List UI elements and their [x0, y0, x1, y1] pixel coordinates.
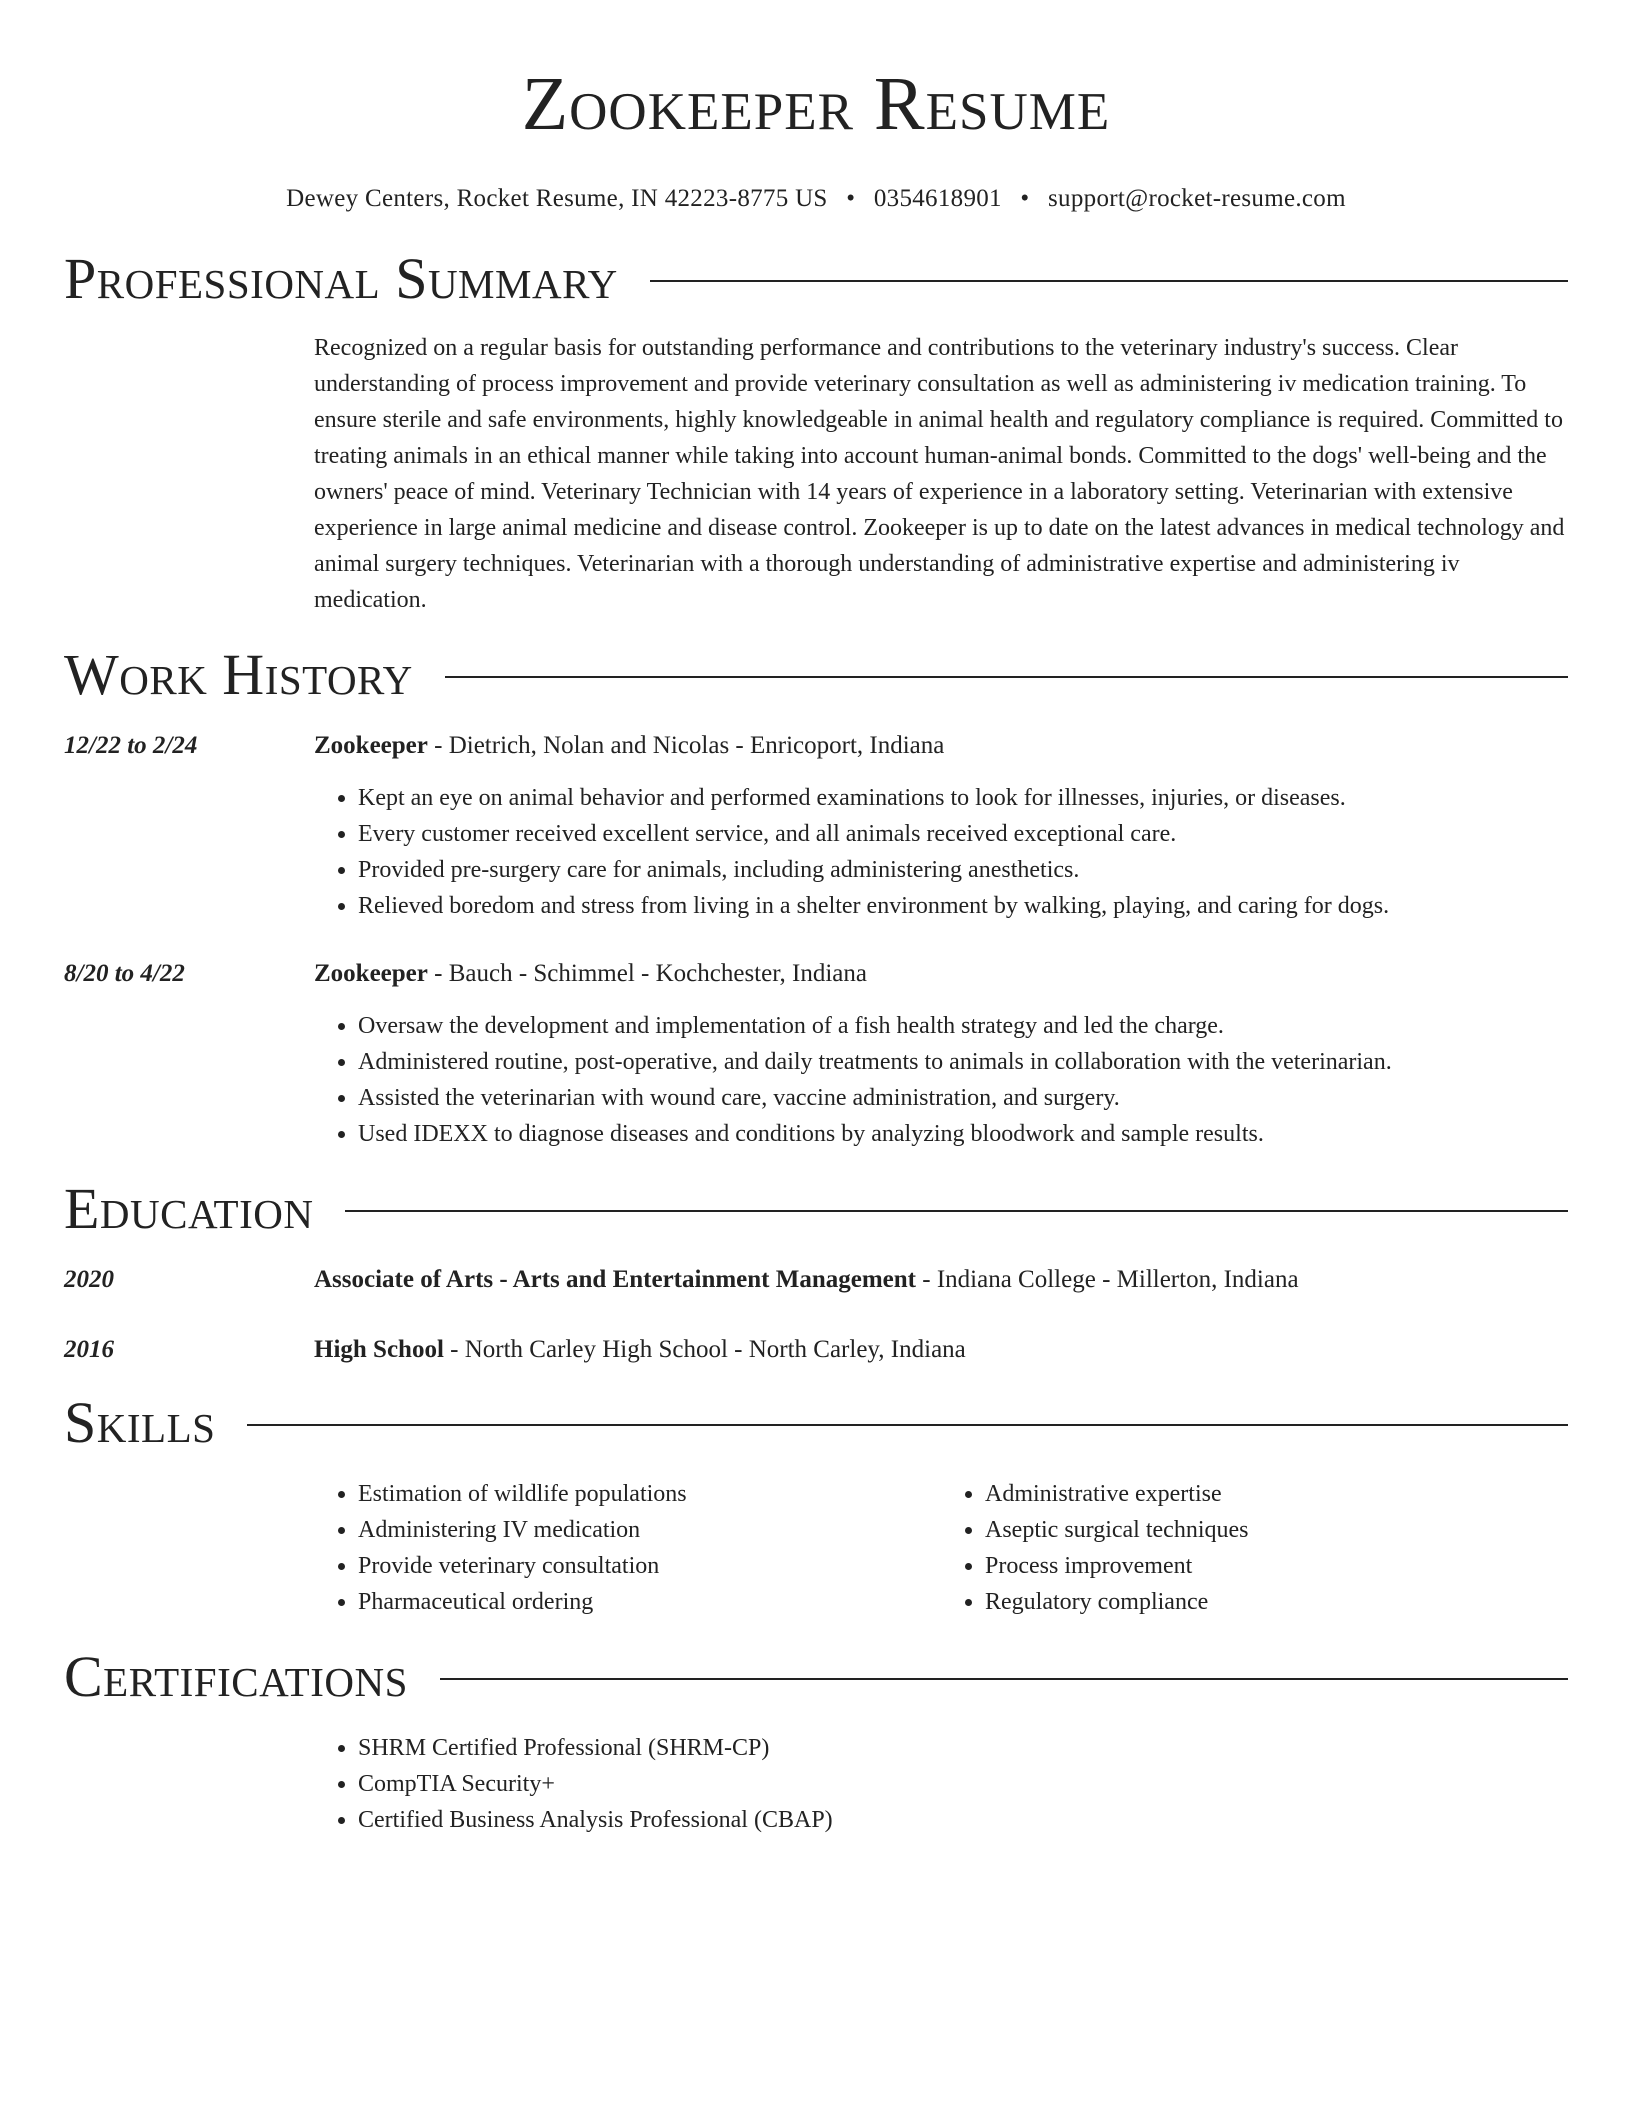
skill-item: • Pharmaceutical ordering [358, 1584, 941, 1620]
certifications-list [314, 1730, 1568, 1838]
job-heading [314, 728, 1568, 764]
summary-text: Recognized on a regular basis for outstanding performance and contributions to the veterinary industry's success. Clear understanding of process improvement and provide veterinary consultation as well as administering iv medication training. To ensure sterile and safe environments, highly knowledgeable in animal health and regulatory compliance is required. Committed to treating animals in an ethical manner while taking into account human-animal bonds. Committed to the dogs' well-being and the owners' peace of mind. Veterinary Technician with 14 years of experience in a laboratory setting. Veterinarian with extensive experience in large animal medicine and disease control. Zookeeper is up to date on the latest advances in medical technology and animal surgery techniques. Veterinarian with a thorough understanding of administrative expertise and administering iv medication. [314, 335, 1565, 613]
section-divider [650, 280, 1568, 282]
contact-phone: 0354618901 [873, 185, 1002, 212]
certification-item: • Certified Business Analysis Professional (CBAP) [358, 1802, 1568, 1838]
job-employer: - Dietrich, Nolan and Nicolas - Enricoport, Indiana [427, 732, 945, 759]
contact-email: support@rocket-resume.com [1048, 185, 1346, 212]
job-bullet: • Administered routine, post-operative, and daily treatments to animals in collaboration with the veterinarian. [358, 1044, 1568, 1080]
job-bullet: • Relieved boredom and stress from living in a shelter environment by walking, playing, and caring for dogs. [358, 888, 1568, 924]
job-body [314, 728, 1568, 924]
job-bullet: • Every customer received excellent service, and all animals received exceptional care. [358, 816, 1568, 852]
resume-title: Zookeeper Resume [521, 62, 1111, 146]
certification-item: • SHRM Certified Professional (SHRM-CP) [358, 1730, 1568, 1766]
section-title-work: Work History [64, 642, 413, 707]
job-entry [64, 956, 1568, 1152]
education-entry [64, 1262, 1568, 1298]
education-degree: High School [314, 1336, 444, 1363]
skill-item: • Aseptic surgical techniques [985, 1512, 1568, 1548]
education-body [314, 1332, 1568, 1368]
skill-item: • Provide veterinary consultation [358, 1548, 941, 1584]
job-bullet: • Provided pre-surgery care for animals, including administering anesthetics. [358, 852, 1568, 888]
section-divider [445, 676, 1568, 678]
section-header-skills [64, 1392, 1568, 1454]
skill-item: • Estimation of wildlife populations [358, 1476, 941, 1512]
job-bullets [314, 1008, 1568, 1152]
section-divider [247, 1424, 1568, 1426]
section-divider [440, 1678, 1568, 1680]
section-header-certifications [64, 1646, 1568, 1708]
section-divider [345, 1210, 1568, 1212]
skills-column-right [941, 1476, 1568, 1620]
skill-item: • Process improvement [985, 1548, 1568, 1584]
section-header-work [64, 644, 1568, 706]
job-entry [64, 728, 1568, 924]
education-degree: Associate of Arts - Arts and Entertainment Management [314, 1266, 917, 1293]
job-dates: 12/22 to 2/24 [64, 732, 198, 759]
skill-item: • Regulatory compliance [985, 1584, 1568, 1620]
job-title: Zookeeper [314, 960, 428, 987]
job-body [314, 956, 1568, 1152]
job-bullet: • Oversaw the development and implementation of a fish health strategy and led the charge. [358, 1008, 1568, 1044]
contact-separator: • [846, 185, 856, 212]
education-entry [64, 1332, 1568, 1368]
contact-address: Dewey Centers, Rocket Resume, IN 42223-8775 US [286, 185, 828, 212]
education-year: 2016 [64, 1336, 114, 1363]
contact-separator: • [1020, 185, 1030, 212]
section-header-education [64, 1178, 1568, 1240]
job-title: Zookeeper [314, 732, 428, 759]
job-bullet: • Kept an eye on animal behavior and performed examinations to look for illnesses, injuries, or diseases. [358, 780, 1568, 816]
job-bullets [314, 780, 1568, 924]
section-title-summary: Professional Summary [64, 246, 618, 311]
skills-column-left [314, 1476, 941, 1620]
job-employer: - Bauch - Schimmel - Kochchester, Indiana [427, 960, 867, 987]
certifications-bullets [314, 1730, 1568, 1838]
education-heading [314, 1262, 1568, 1298]
section-title-certifications: Certifications [64, 1644, 408, 1709]
section-header-summary [64, 248, 1568, 310]
certification-item: • CompTIA Security+ [358, 1766, 1568, 1802]
job-dates: 8/20 to 4/22 [64, 960, 185, 987]
skill-item: • Administering IV medication [358, 1512, 941, 1548]
job-heading [314, 956, 1568, 992]
job-bullet: • Assisted the veterinarian with wound care, vaccine administration, and surgery. [358, 1080, 1568, 1116]
job-bullet: • Used IDEXX to diagnose diseases and conditions by analyzing bloodwork and sample results. [358, 1116, 1568, 1152]
section-title-education: Education [64, 1176, 314, 1241]
education-heading [314, 1332, 1568, 1368]
education-school: - North Carley High School - North Carley, Indiana [443, 1336, 966, 1363]
section-title-skills: Skills [64, 1390, 216, 1455]
contact-line [64, 184, 1568, 214]
skill-item: • Administrative expertise [985, 1476, 1568, 1512]
education-year: 2020 [64, 1266, 114, 1293]
education-body [314, 1262, 1568, 1298]
skills-list [314, 1476, 1568, 1620]
education-school: - Indiana College - Millerton, Indiana [916, 1266, 1299, 1293]
